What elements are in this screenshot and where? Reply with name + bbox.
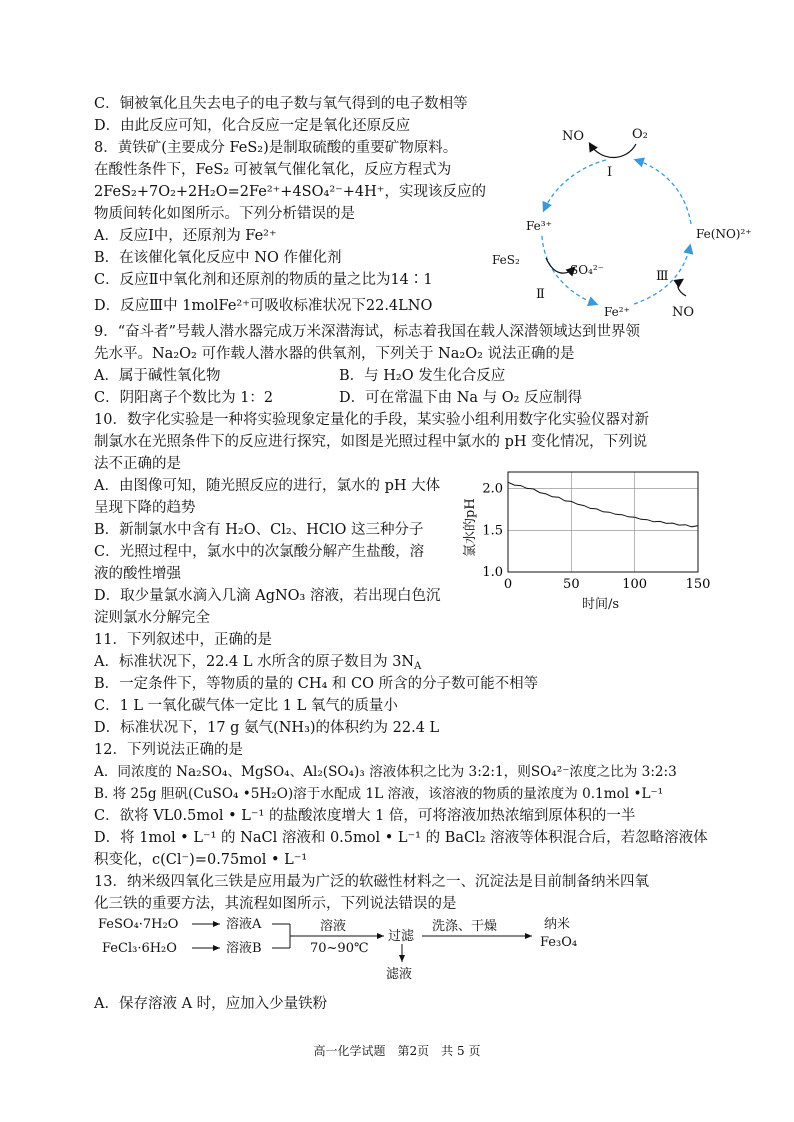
q8-equation: 2FeS₂+7O₂+2H₂O=2Fe²⁺+4SO₄²⁻+4H⁺，实现该反应的 [94, 184, 486, 200]
q12-stem: 12．下列说法正确的是 [94, 742, 243, 758]
q9-option-b: B．与 H₂O 发生化合反应 [339, 368, 506, 384]
q8-stem-line1: 8．黄铁矿(主要成分 FeS₂)是制取硫酸的重要矿物原料。 [94, 140, 458, 156]
q10-option-a-line1: A．由图像可知，随光照反应的进行，氯水的 pH 大体 [94, 478, 441, 494]
cycle-arc-top-right [636, 160, 691, 224]
q12-option-d-line1: D．将 1mol • L⁻¹ 的 NaCl 溶液和 0.5mol • L⁻¹ 的 BaCl₂ 溶液等体积混合后，若忽略溶液体 [94, 830, 708, 846]
q13-flow-diagram [94, 916, 614, 988]
q8-option-d: D．反应Ⅲ中 1molFe²⁺可吸收标准状况下22.4LNO [94, 298, 433, 314]
x-tick-label: 50 [563, 577, 580, 592]
flow-solution-a: 溶液A [226, 917, 262, 932]
q12-option-d-line2: 积变化，c(Cl⁻)=0.75mol • L⁻¹ [94, 852, 308, 868]
q13-option-a: A．保存溶液 A 时，应加入少量铁粉 [94, 996, 328, 1012]
flow-feso4: FeSO₄·7H₂O [98, 917, 179, 932]
q10-stem-line1: 10．数字化实验是一种将实验现象定量化的手段，某实验小组利用数字化实验仪器对新 [94, 412, 649, 428]
ph-line-chart [460, 462, 720, 612]
arrow-no-in [678, 280, 686, 296]
label-fes2: FeS₂ [492, 253, 520, 267]
q12-option-c: C．欲将 VL0.5mol • L⁻¹ 的盐酸浓度增大 1 倍，可将溶液加热浓缩到原体积的一半 [94, 808, 636, 824]
y-tick-label: 1.0 [482, 565, 503, 580]
q11-option-a-sub: A [414, 661, 422, 672]
page-footer: 高一化学试题 第2页 共 5 页 [313, 1044, 481, 1058]
x-axis-label: 时间/s [582, 597, 620, 612]
label-o2: O₂ [632, 127, 648, 142]
y-tick-label: 1.5 [482, 523, 503, 539]
q9-option-a: A．属于碱性氧化物 [94, 368, 221, 384]
q8-option-b: B．在该催化氧化反应中 NO 作催化剂 [94, 250, 342, 266]
label-roman-3: Ⅲ [656, 269, 669, 284]
q7-option-c: C．铜被氧化且失去电子的电子数与氧气得到的电子数相等 [94, 96, 468, 112]
q13-stem-line1: 13．纳米级四氧化三铁是应用最为广泛的软磁性材料之一、沉淀法是目前制备纳米四氧 [94, 874, 649, 890]
flow-fecl3: FeCl₃·6H₂O [102, 941, 177, 956]
q11-option-c: C．1 L 一氧化碳气体一定比 1 L 氧气的质量小 [94, 698, 398, 714]
flow-solution-b: 溶液B [226, 941, 262, 956]
q8-stem-line4: 物质间转化如图所示。下列分析错误的是 [94, 206, 355, 222]
label-fe2: Fe²⁺ [604, 305, 630, 319]
y-tick-label: 2.0 [482, 481, 503, 497]
q9-option-d: D．可在常温下由 Na 与 O₂ 反应制得 [339, 390, 583, 406]
x-tick-label: 150 [685, 577, 711, 592]
x-tick-label: 100 [622, 577, 648, 592]
flow-wash-dry: 洗涤、干燥 [432, 919, 498, 934]
y-axis-label: 氯水的pH [463, 498, 478, 557]
label-fe3: Fe³⁺ [526, 219, 552, 233]
q11-stem: 11．下列叙述中，正确的是 [94, 632, 272, 648]
q12-option-a: A．同浓度的 Na₂SO₄、MgSO₄、Al₂(SO₄)₃ 溶液体积之比为 3:2:1，则SO₄²⁻浓度之比为 3:2:3 [94, 764, 677, 780]
q9-stem-line1: 9．“奋斗者”号载人潜水器完成万米深潜海试，标志着我国在载人深潜领域达到世界领 [94, 324, 641, 340]
q10-option-c-line1: C．光照过程中，氯水中的次氯酸分解产生盐酸，溶 [94, 544, 425, 560]
label-so4: SO₄²⁻ [570, 263, 605, 277]
chart-grid [508, 472, 698, 572]
flow-fe3o4: Fe₃O₄ [540, 935, 578, 950]
q10-stem-line3: 法不正确的是 [94, 456, 181, 472]
q8-stem-line2: 在酸性条件下，FeS₂ 可被氧气催化氧化，反应方程式为 [94, 162, 452, 178]
q9-stem-line2: 先水平。Na₂O₂ 可作载人潜水器的供氧剂，下列关于 Na₂O₂ 说法正确的是 [94, 346, 575, 362]
arrow-o2-to-no [590, 144, 636, 158]
flow-filtrate: 滤液 [386, 967, 413, 982]
flow-nano: 纳米 [544, 917, 571, 932]
q11-option-b: B．一定条件下，等物质的量的 CH₄ 和 CO 所含的分子数可能不相等 [94, 676, 539, 692]
label-roman-1: Ⅰ [607, 165, 613, 180]
flow-temperature: 70~90℃ [310, 941, 369, 956]
label-fe-no: Fe(NO)²⁺ [696, 227, 752, 241]
q10-stem-line2: 制氯水在光照条件下的反应进行探究，如图是光照过程中氯水的 pH 变化情况，下列说 [94, 434, 648, 450]
cycle-arc-top-left [544, 160, 606, 210]
flow-naoh-solution: 溶液 [320, 919, 347, 934]
q11-option-d: D．标准状况下，17 g 氨气(NH₃)的体积约为 22.4 L [94, 720, 440, 736]
q10-option-d-line2: 淀则氯水分解完全 [94, 610, 210, 626]
q10-option-d-line1: D．取少量氯水滴入几滴 AgNO₃ 溶液，若出现白色沉 [94, 588, 441, 604]
q8-option-a: A．反应Ⅰ中，还原剂为 Fe²⁺ [94, 228, 277, 244]
label-roman-2: Ⅱ [536, 287, 545, 302]
q11-option-a-text: A．标准状况下，22.4 L 水所含的原子数目为 3N [94, 654, 415, 670]
q10-option-a-line2: 呈现下降的趋势 [94, 500, 196, 516]
q9-option-c: C．阴阳离子个数比为 1：2 [94, 390, 274, 406]
x-tick-label: 0 [503, 577, 513, 592]
label-no-top: NO [562, 129, 585, 144]
chart-frame [508, 472, 698, 572]
q10-option-b: B．新制氯水中含有 H₂O、Cl₂、HClO 这三种分子 [94, 522, 424, 538]
q8-cycle-diagram [486, 118, 766, 328]
q10-option-c-line2: 液的酸性增强 [94, 566, 181, 582]
flow-filter: 过滤 [388, 929, 415, 944]
q7-option-d: D．由此反应可知，化合反应一定是氧化还原反应 [94, 118, 411, 134]
q13-stem-line2: 化三铁的重要方法，其流程如图所示，下列说法错误的是 [94, 896, 457, 912]
label-no-bottom: NO [672, 305, 695, 320]
q12-option-b: B. 将 25g 胆矾(CuSO₄ •5H₂O)溶于水配成 1L 溶液，该溶液的物质的量浓度为 0.1mol •L⁻¹ [94, 786, 664, 802]
q8-option-c: C．反应Ⅱ中氧化剂和还原剂的物质的量之比为14∶1 [94, 272, 433, 288]
